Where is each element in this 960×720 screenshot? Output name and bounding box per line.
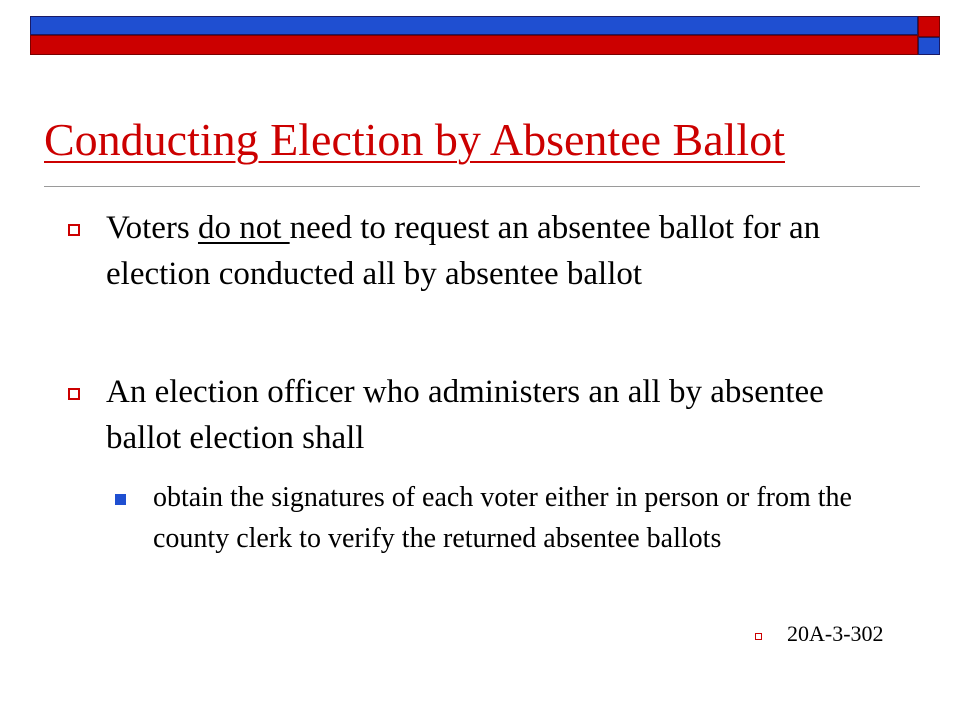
hollow-square-bullet-icon (68, 224, 80, 236)
bullet-voters-emphasis: do not (197, 210, 290, 246)
sub-bullet-signatures: obtain the signatures of each voter either in person or from the county clerk to verify the returned absentee ballots (153, 482, 852, 554)
slide-title: Conducting Election by Absentee Ballot (44, 114, 785, 165)
filled-square-bullet-icon (115, 494, 126, 505)
title-divider (44, 186, 920, 187)
bullet-election-officer: An election officer who administers an all by absentee ballot election shall (106, 374, 824, 456)
header-bar-blue (30, 16, 918, 35)
corner-block-blue (918, 37, 940, 55)
bullet-voters-suffix: need to request an absentee ballot for an election conducted all by absentee ballot (106, 210, 821, 292)
corner-block-red (918, 16, 940, 37)
header-bar-red (30, 35, 918, 55)
hollow-square-bullet-icon (68, 388, 80, 400)
bullet-voters (106, 205, 896, 297)
small-square-bullet-icon (755, 633, 762, 640)
citation-reference: 20A-3-302 (787, 621, 884, 646)
bullet-voters-prefix: Voters (106, 210, 198, 246)
